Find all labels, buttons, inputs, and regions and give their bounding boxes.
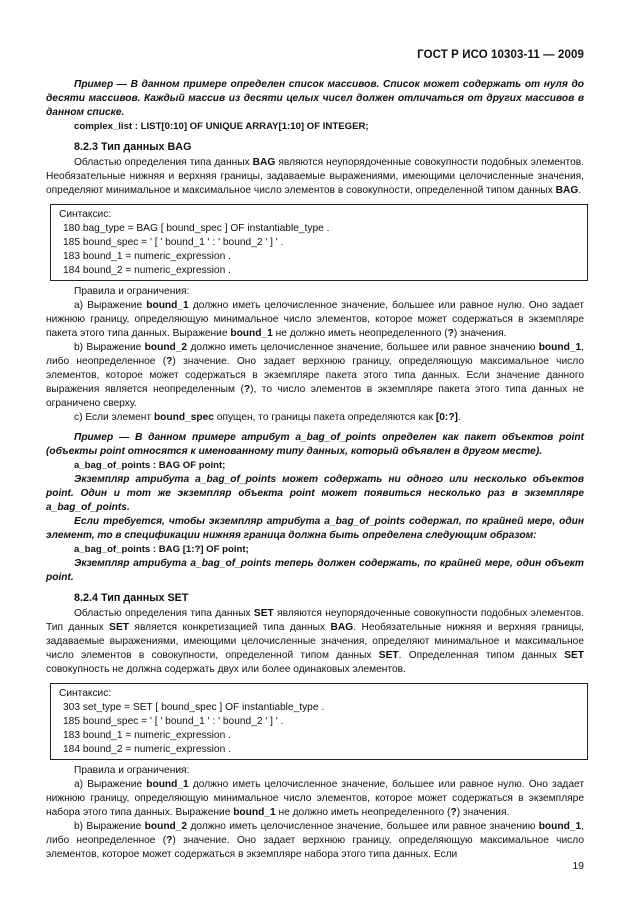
text-run: . Определенная типом данных <box>398 650 565 661</box>
text-run: должно иметь целочисленное значение, большее или равное значению <box>187 821 539 832</box>
example-list-code: complex_list : LIST[0:10] OF UNIQUE ARRAY[1:10] OF INTEGER; <box>74 121 369 132</box>
text-run: . <box>457 412 461 423</box>
bold-term: bound_2 <box>144 342 188 353</box>
text-run: , либо неопределенное ( <box>46 342 584 367</box>
bag-rule-b <box>46 341 584 411</box>
bold-term: SET <box>378 650 399 661</box>
syntax-line: 180 bag_type = BAG [ bound_spec ] OF instantiable_type . <box>63 223 330 234</box>
syntax-line: 185 bound_spec = ' [ ' bound_1 ' : ' bound_2 ' ] ' . <box>63 716 284 727</box>
bold-term: SET <box>253 608 274 619</box>
bag-example-code-1: a_bag_of_points : BAG OF point; <box>74 460 226 471</box>
text-run: не должно иметь неопределенного ( <box>272 328 448 339</box>
set-rules-title: Правила и ограничения: <box>74 765 190 776</box>
bold-term: ? <box>166 356 173 367</box>
set-paragraph <box>46 607 584 677</box>
bold-term: bound_1 <box>538 821 582 832</box>
bold-term: ? <box>243 384 251 395</box>
bag-example-intro: Пример — В данном примере атрибут a_bag_of_points определен как пакет объектов point (объекты point относятся к именованному типу данных, который объявлен в другом месте). <box>46 432 584 457</box>
bag-paragraph <box>46 156 584 198</box>
text-run: должно иметь целочисленное значение, большее или равное нулю. Оно задает нижнюю границу, определяющую минимальное число элементов, которое может содержаться в экземпляре набора этого типа данных. Выражение <box>46 779 584 818</box>
set-syntax-box <box>50 683 588 760</box>
bag-rules-title: Правила и ограничения: <box>74 286 190 297</box>
text-run: ) значения. <box>453 328 507 339</box>
example-list-text: Пример — В данном примере определен список массивов. Список может содержать от нуля до десяти массивов. Каждый массив из десяти целых чисел должен отличаться от других массивов в данном списке. <box>46 79 584 118</box>
bold-term: ? <box>450 807 457 818</box>
bold-term: bound_1 <box>233 807 276 818</box>
text-run: должно иметь целочисленное значение, большее или равное нулю. Оно задает нижнюю границу, определяющую минимальное число элементов, которое может содержаться в экземпляре пакета этого типа данных. Выражение <box>46 300 584 339</box>
bold-term: bound_1 <box>230 328 273 339</box>
text-run: должно иметь целочисленное значение, большее или равное значению <box>187 342 539 353</box>
syntax-line: 184 bound_2 = numeric_expression . <box>63 265 231 276</box>
text-run: a) Выражение <box>74 300 147 311</box>
syntax-title: Синтаксис: <box>59 688 112 699</box>
syntax-line: 183 bound_1 = numeric_expression . <box>63 730 231 741</box>
bold-term: BAG <box>330 622 354 633</box>
set-rule-b <box>46 820 584 862</box>
bold-term: BAG <box>555 185 579 196</box>
text-run: . <box>578 185 582 196</box>
bold-term: ? <box>447 328 454 339</box>
bold-term: SET <box>109 622 129 633</box>
bag-example-code-2: a_bag_of_points : BAG [1:?] OF point; <box>74 544 249 555</box>
bold-term: SET <box>564 650 585 661</box>
syntax-line: 303 set_type = SET [ bound_spec ] OF instantiable_type . <box>63 702 325 713</box>
bold-term: bound_spec <box>153 412 214 423</box>
text-run: Областью определения типа данных <box>74 608 254 619</box>
text-run: ) значение. Оно задает верхнюю границу, определяющую максимальное число элементов, которое может содержаться в экземпляре набора этого типа данных. Если <box>46 835 584 860</box>
bag-example-text-3: Если требуется, чтобы экземпляр атрибута a_bag_of_points содержал, по крайней мере, один элемент, то в спецификации нижняя граница должна быть определена следующим образом: <box>46 516 584 541</box>
bag-syntax-box <box>50 204 588 281</box>
page-number: 19 <box>572 860 584 872</box>
text-run: опущен, то границы пакета определяются как <box>213 412 436 423</box>
bag-example-text-2: Экземпляр атрибута a_bag_of_points может содержать ни одного или несколько объектов point. Один и тот же экземпляр объекта point может появиться несколько раз в экземпляре a_bag_of_points. <box>46 474 584 513</box>
set-rule-a <box>46 778 584 820</box>
bold-term: bound_1 <box>538 342 582 353</box>
bold-term: ? <box>166 835 173 846</box>
text-run: являются неупорядоченные совокупности подобных элементов. Тип данных <box>46 608 584 633</box>
bold-term: BAG <box>252 157 276 168</box>
text-run: b) Выражение <box>74 342 145 353</box>
text-run: c) Если элемент <box>74 412 154 423</box>
text-run: a) Выражение <box>74 779 147 790</box>
text-run: . Необязательные нижняя и верхняя границы, задаваемые выражениями, имеющими целочисленные значения, определяют минимальное и максимальное число элементов в совокупности, определенной типом данных <box>46 622 584 661</box>
text-run: является конкретизацией типа данных <box>128 622 331 633</box>
text-run: , либо неопределенное ( <box>46 821 584 846</box>
bold-term: [0:?] <box>435 412 458 423</box>
page-content <box>46 78 584 862</box>
text-run: ), то число элементов в экземпляре пакета этого типа данных не ограничено сверху. <box>46 384 584 409</box>
heading-set: 8.2.4 Тип данных SET <box>74 592 189 604</box>
text-run: ) значение. Оно задает верхнюю границу, определяющую максимальное число элементов, которое может содержаться в экземпляре пакета этого типа данных. Если значение данного выражения является неопределенным ( <box>46 356 584 395</box>
bag-rule-a <box>46 299 584 341</box>
text-run: ) значения. <box>456 807 510 818</box>
syntax-line: 184 bound_2 = numeric_expression . <box>63 744 231 755</box>
bold-term: bound_2 <box>144 821 188 832</box>
syntax-line: 185 bound_spec = ' [ ' bound_1 ' : ' bound_2 ' ] ' . <box>63 237 284 248</box>
bag-rule-c <box>46 411 584 425</box>
text-run: совокупность не должна содержать двух или более одинаковых элементов. <box>46 664 406 675</box>
text-run: не должно иметь неопределенного ( <box>275 807 451 818</box>
heading-bag: 8.2.3 Тип данных BAG <box>74 141 192 153</box>
syntax-title: Синтаксис: <box>59 209 112 220</box>
text-run: Областью определения типа данных <box>74 157 253 168</box>
bold-term: bound_1 <box>146 300 189 311</box>
text-run: b) Выражение <box>74 821 145 832</box>
syntax-line: 183 bound_1 = numeric_expression . <box>63 251 231 262</box>
text-run: являются неупорядоченные совокупности подобных элементов. Необязательные нижняя и верхняя границы, задаваемые выражениями, имеющими целочисленные значения, определяют минимальное и максимальное число элементов в совокупности, определенной типом данных <box>46 157 584 196</box>
bold-term: bound_1 <box>146 779 189 790</box>
standard-header: ГОСТ Р ИСО 10303-11 — 2009 <box>417 49 584 61</box>
bag-example-text-4: Экземпляр атрибута a_bag_of_points теперь должен содержать, по крайней мере, один объект point. <box>46 558 584 583</box>
